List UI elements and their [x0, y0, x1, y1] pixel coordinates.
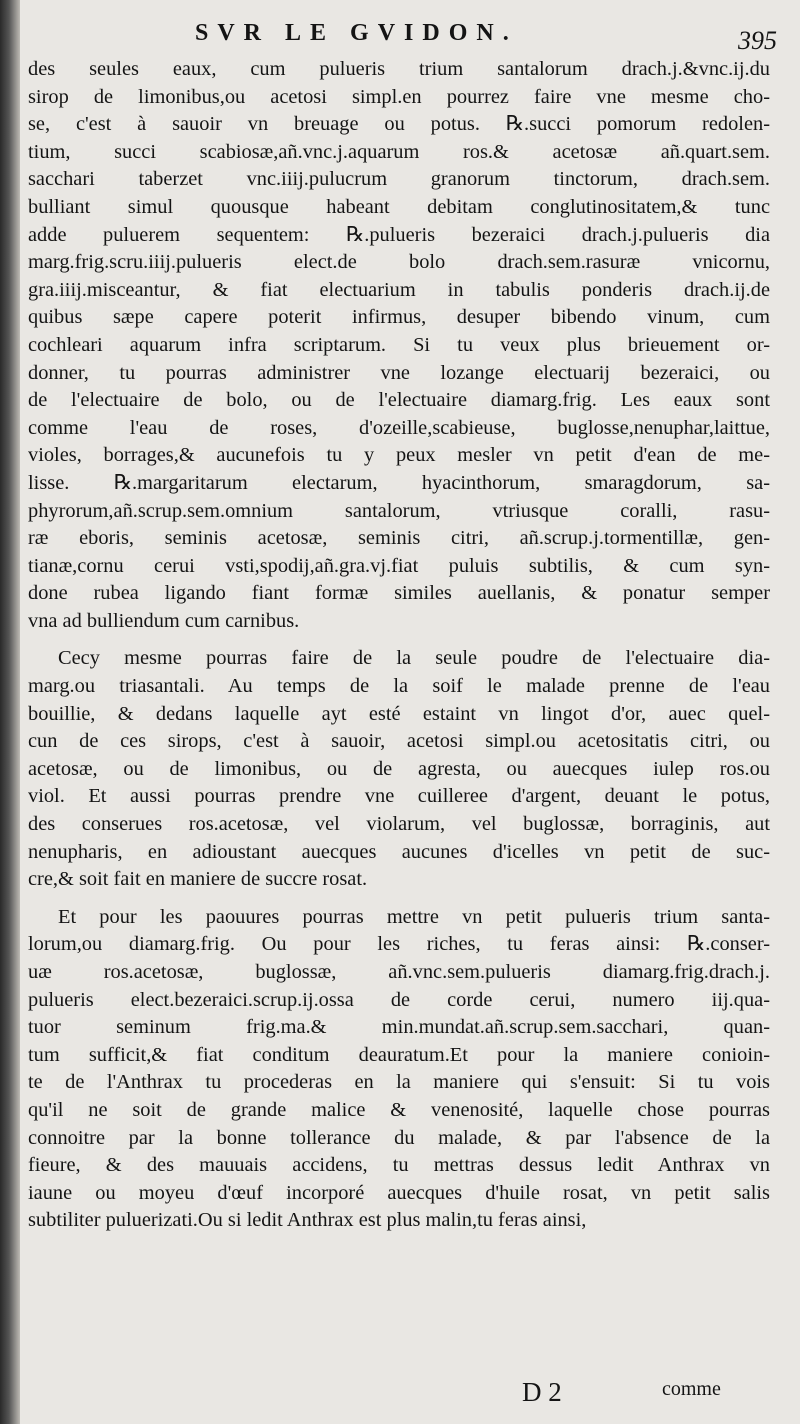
text-line: viol. Et aussi pourras prendre vne cuilleree d'argent, deuant le potus, [28, 785, 770, 808]
text-line: gra.iiij.misceantur, & fiat electuarium in tabulis ponderis drach.ij.de [28, 278, 770, 301]
paragraph [28, 645, 770, 893]
text-line: connoitre par la bonne tollerance du malade, & par l'absence de la [28, 1126, 770, 1149]
text-line: des seules eaux, cum pulueris trium santalorum drach.j.&vnc.ij.du [28, 58, 770, 80]
text-line: sacchari taberzet vnc.iiij.pulucrum granorum tinctorum, drach.sem. [28, 168, 770, 191]
body-text [28, 56, 770, 1235]
text-line: bouillie, & dedans laquelle ayt esté estaint vn lingot d'or, auec quel- [28, 702, 770, 725]
signature-mark: D 2 [522, 1377, 562, 1407]
text-line: adde puluerem sequentem: ℞.pulueris bezeraici drach.j.pulueris dia [28, 223, 770, 246]
text-line: done rubea ligando fiant formæ similes auellanis, & ponatur semper [28, 582, 770, 605]
text-line: donner, tu pourras administrer vne lozange electuarij bezeraici, ou [28, 361, 770, 384]
text-line: phyrorum,añ.scrup.sem.omnium santalorum, vtriusque coralli, rasu- [28, 499, 770, 522]
text-line: des conserues ros.acetosæ, vel violarum, vel buglossæ, borraginis, aut [28, 813, 770, 836]
text-line: subtiliter puluerizati.Ou si ledit Anthrax est plus malin,tu feras ainsi, [28, 1209, 587, 1232]
text-line: sirop de limonibus,ou acetosi simpl.en pourrez faire vne mesme cho- [28, 85, 770, 108]
text-line: qu'il ne soit de grande malice & venenosité, laquelle chose pourras [28, 1098, 770, 1121]
running-header: SVR LE GVIDON. [195, 20, 518, 46]
text-line: tium, succi scabiosæ,añ.vnc.j.aquarum ros.& acetosæ añ.quart.sem. [28, 140, 770, 163]
text-line: bulliant simul quousque habeant debitam conglutinositatem,& tunc [28, 195, 770, 218]
text-line: nenupharis, en adioustant auecques aucunes d'icelles vn petit de suc- [28, 840, 770, 863]
text-line: tianæ,cornu cerui vsti,spodij,añ.gra.vj.fiat puluis subtilis, & cum syn- [28, 554, 770, 577]
text-line: tum sufficit,& fiat conditum deauratum.Et pour la maniere conioin- [28, 1043, 770, 1066]
text-line: lisse. ℞.margaritarum electarum, hyacinthorum, smaragdorum, sa- [28, 471, 770, 494]
text-line: uæ ros.acetosæ, buglossæ, añ.vnc.sem.pulueris diamarg.frig.drach.j. [28, 961, 770, 983]
text-line: Cecy mesme pourras faire de la seule poudre de l'electuaire dia- [58, 647, 770, 670]
text-line: acetosæ, ou de limonibus, ou de agresta, ou auecques iulep ros.ou [28, 757, 770, 780]
text-line: marg.frig.scru.iiij.pulueris elect.de bolo drach.sem.rasuræ vnicornu, [28, 251, 770, 274]
text-line: te de l'Anthrax tu procederas en la maniere qui s'ensuit: Si tu vois [28, 1071, 770, 1094]
text-line: quibus sæpe capere poterit infirmus, desuper bibendo vinum, cum [28, 306, 770, 329]
paragraph [28, 56, 770, 635]
text-line: cun de ces sirops, c'est à sauoir, acetosi simpl.ou acetositatis citri, ou [28, 730, 770, 753]
text-line: Et pour les paouures pourras mettre vn petit pulueris trium santa- [58, 905, 770, 928]
catchword: comme [662, 1378, 721, 1400]
text-line: marg.ou triasantali. Au temps de la soif le malade prenne de l'eau [28, 675, 770, 698]
book-gutter-edge [0, 0, 20, 1424]
text-line: lorum,ou diamarg.frig. Ou pour les riches, tu feras ainsi: ℞.conser- [28, 933, 770, 956]
text-line: cochleari aquarum infra scriptarum. Si tu veux plus brieuement or- [28, 333, 770, 356]
text-line: iaune ou moyeu d'œuf incorporé auecques d'huile rosat, vn petit salis [28, 1181, 770, 1204]
page-number: 395 [738, 26, 777, 55]
text-line: violes, borrages,& aucunefois tu y peux mesler vn petit d'ean de me- [28, 444, 770, 467]
text-line: ræ eboris, seminis acetosæ, seminis citri, añ.scrup.j.tormentillæ, gen- [28, 527, 770, 550]
text-line: tuor seminum frig.ma.& min.mundat.añ.scrup.sem.sacchari, quan- [28, 1016, 770, 1039]
paragraph [28, 904, 770, 1235]
text-line: comme l'eau de roses, d'ozeille,scabieuse, buglosse,nenuphar,laittue, [28, 416, 770, 439]
text-line: cre,& soit fait en maniere de succre rosat. [28, 868, 368, 891]
text-line: se, c'est à sauoir vn breuage ou potus. ℞.succi pomorum redolen- [28, 113, 770, 136]
text-line: fieure, & des mauuais accidens, tu mettras dessus ledit Anthrax vn [28, 1154, 770, 1177]
text-line: vna ad bulliendum cum carnibus. [28, 609, 300, 632]
text-line: de l'electuaire de bolo, ou de l'electuaire diamarg.frig. Les eaux sont [28, 389, 770, 412]
text-line: pulueris elect.bezeraici.scrup.ij.ossa de corde cerui, numero iij.qua- [28, 988, 770, 1011]
